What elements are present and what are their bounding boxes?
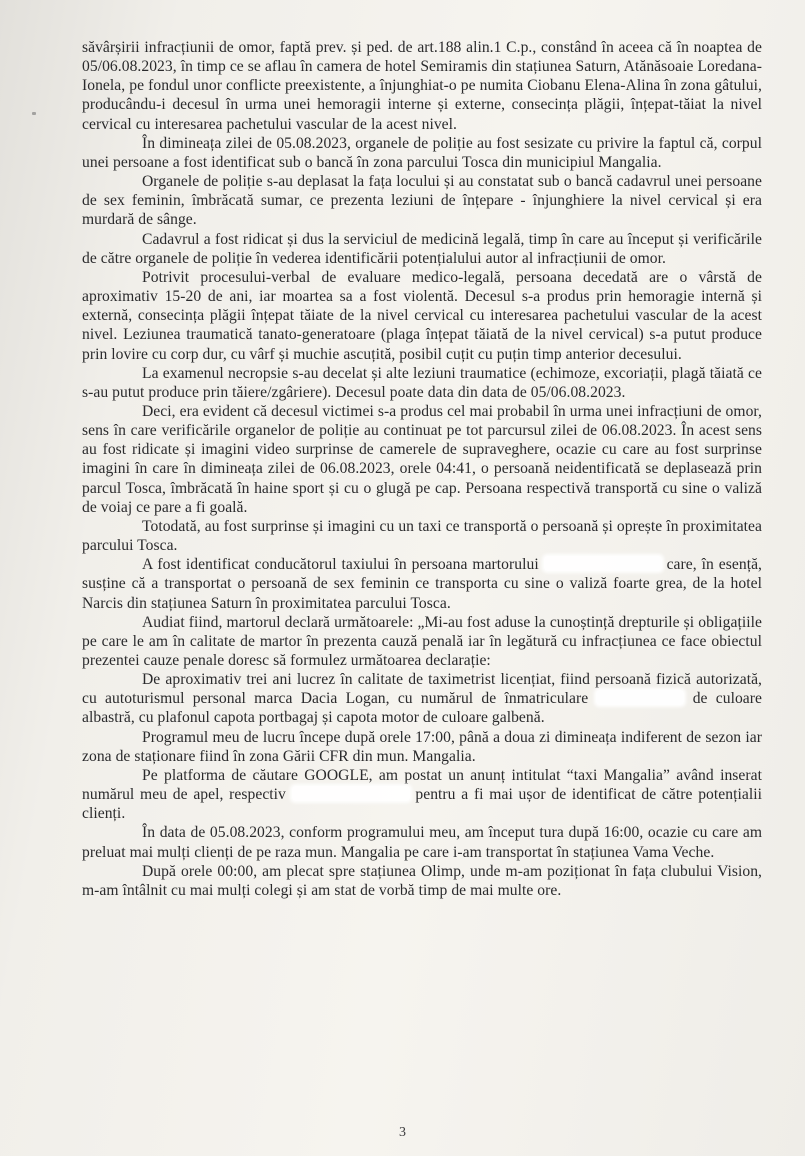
paragraph-13: Pe platforma de căutare GOOGLE, am postat un anunț intitulat “taxi Mangalia” având inserat numărul meu de apel, respectiv pentru a fi mai ușor de identificat de către potențialii clienți.	[82, 766, 762, 823]
paragraph-12: Programul meu de lucru începe după orele 17:00, până a doua zi dimineața indiferent de sezon iar zona de staționare fiind în zona Gării CFR din mun. Mangalia.	[82, 728, 762, 765]
redacted-witness-name	[544, 556, 662, 571]
paragraph-14: În data de 05.08.2023, conform programului meu, am început tura după 16:00, ocazie cu care am preluat mai mulți clienți de pe raza mun. Mangalia pe care i-am transportat în stațiunea Vama Veche.	[82, 824, 762, 861]
paragraph-8: Totodată, au fost surprinse și imagini cu un taxi ce transportă o persoană și oprește în proximitatea parcului Tosca.	[82, 517, 762, 555]
paragraph-5: Potrivit procesului-verbal de evaluare medico-legală, persoana decedată are o vârstă de aproximativ 15-20 de ani, iar moartea sa a fost violentă. Decesul s-a produs prin hemoragie internă și externă, consecința plăgii înțepat tăiate de la nivel cervical cu interesarea pachetului vascular de la acest nivel. Leziunea traumatică tanato-generatoare (plaga înțepat tăiată de la nivel cervical) s-a putut produce prin lovire cu corp dur, cu vârf și muchie ascuțită, posibil cuțit cu puțin timp anterior decesului.	[82, 268, 762, 363]
paragraph-6: La examenul necropsie s-au decelat și alte leziuni traumatice (echimoze, excoriații, plagă tăiată ce s-au putut produce prin tăiere/zgâriere). Decesul poate data din data de 05/06.08.2023.	[82, 364, 762, 401]
document-body	[82, 38, 762, 900]
paragraph-2: În dimineața zilei de 05.08.2023, organele de poliție au fost sesizate cu privire la faptul că, corpul unei persoane a fost identificat sub o bancă în zona parcului Tosca din municipiul Mangalia.	[82, 134, 762, 171]
page-number: 3	[399, 1125, 406, 1140]
paragraph-9: A fost identificat conducătorul taxiului în persoana martorului care, în esență, susține că a transportat o persoană de sex feminin ce transporta cu sine o valiză foarte grea, de la hotel Narcis din stațiunea Saturn în proximitatea parcului Tosca.	[82, 556, 762, 612]
paragraph-10: Audiat fiind, martorul declară următoarele: „Mi-au fost aduse la cunoștință drepturile și obligațiile pe care le am în calitate de martor în prezenta cauză penală iar în legătură cu infracțiunea ce face obiectul prezentei cauze penale doresc să formulez următoarea declarație:	[82, 613, 762, 669]
paragraph-3: Organele de poliție s-au deplasat la fața locului și au constatat sub o bancă cadavrul unei persoane de sex feminin, îmbrăcată sumar, ce prezenta leziuni de înțepare - înjunghiere la nivel cervical și era murdară de sânge.	[82, 173, 762, 229]
redacted-phone-number	[292, 786, 410, 801]
paragraph-11: De aproximativ trei ani lucrez în calitate de taximetrist licențiat, fiind persoană fizică autorizată, cu autoturismul personal marca Dacia Logan, cu numărul de înmatriculare de culoare albastră, cu plafonul capota portbagaj și capota motor de culoare galbenă.	[82, 671, 762, 727]
margin-mark	[32, 112, 36, 115]
paragraph-1: săvârșirii infracțiunii de omor, faptă prev. și ped. de art.188 alin.1 C.p., constând în aceea că în noaptea de 05/06.08.2023, în timp ce se aflau în camera de hotel Semiramis din stațiunea Saturn, Atănăsoaie Loredana-Ionela, pe fondul unor conflicte preexistente, a înjunghiat-o pe numita Ciobanu Elena-Alina în zona gâtului, producându-i decesul în urma unei hemoragii interne și externe, consecința plăgii, înțepat-tăiat la nivel cervical cu interesarea pachetului vascular de la acest nivel.	[82, 39, 762, 133]
paragraph-15: După orele 00:00, am plecat spre stațiunea Olimp, unde m-am poziționat în fața clubului Vision, m-am întâlnit cu mai mulți colegi și am stat de vorbă timp de mai multe ore.	[82, 862, 762, 899]
paragraph-4: Cadavrul a fost ridicat și dus la serviciul de medicină legală, timp în care au început și verificările de către organele de poliție în vederea identificării potențialului autor al infracțiunii de omor.	[82, 230, 762, 267]
paragraph-7: Deci, era evident că decesul victimei s-a produs cel mai probabil în urma unei infracțiuni de omor, sens în care verificările organelor de poliție au continuat pe tot parcursul zilei de 06.08.2023. În acest sens au fost ridicate și imagini video surprinse de camerele de supraveghere, ocazie cu care au fost surprinse imagini în care în dimineața zilei de 06.08.2023, orele 04:41, o persoană neidentificată se deplasează prin parcul Tosca, îmbrăcată în haine sport și cu o glugă pe cap. Persoana respectivă transportă cu sine o valiză de voiaj ce pare a fi goală.	[82, 402, 762, 516]
redacted-plate-number	[596, 690, 684, 705]
